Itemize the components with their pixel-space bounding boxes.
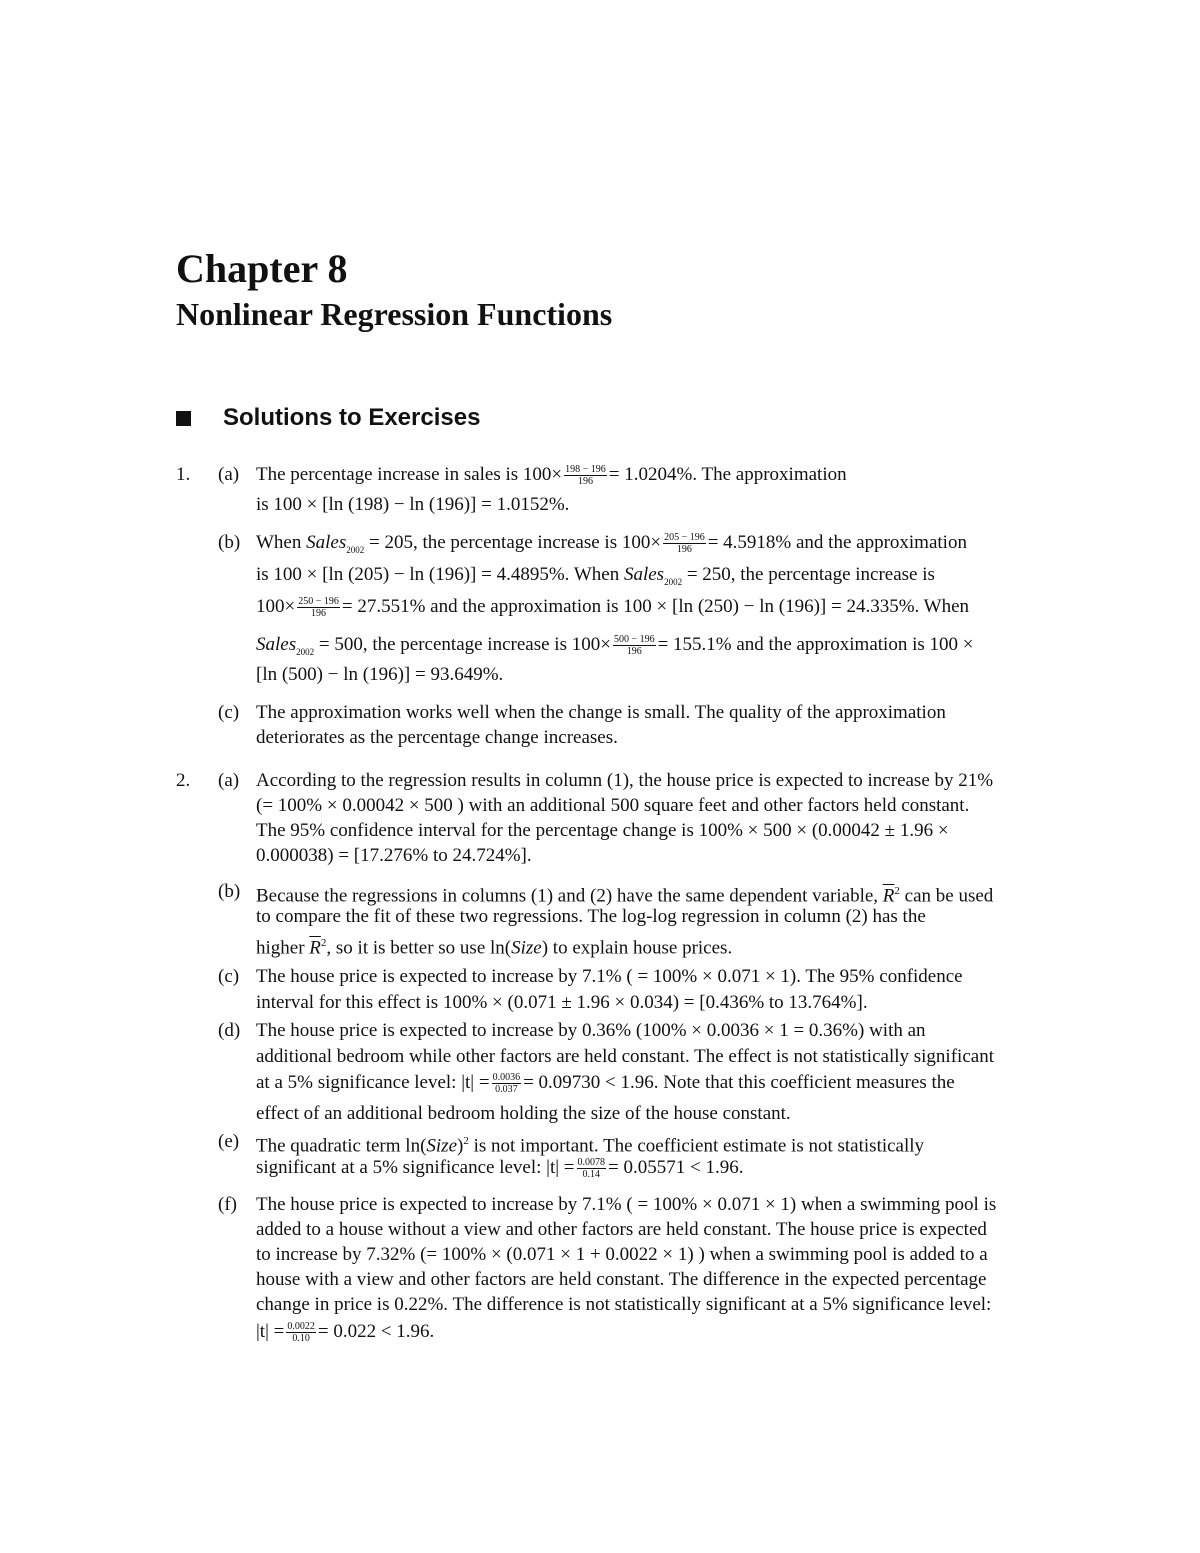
exercise-1b-line-2: is 100 × [ln (205) − ln (196)] = 4.4895%. When Sales$_{2002}$ = 250, the percentage increase is xyxy=(256,564,935,587)
section-heading xyxy=(176,402,480,434)
fraction: $\frac{500 - 196}{196}$ xyxy=(613,634,655,658)
exercise-2a-line-3: The 95% confidence interval for the percentage change is 100% × 500 × (0.00042 ± 1.96 × xyxy=(256,820,949,841)
exercise-2a-line-2: (= 100% × 0.00042 × 500 ) with an additional 500 square feet and other factors held constant. xyxy=(256,795,970,816)
exercise-2c-line-2: interval for this effect is 100% × (0.071 ± 1.96 × 0.034) = [0.436% to 13.764%]. xyxy=(256,992,868,1013)
exercise-1b-line-1: When Sales$_{2002}$ = 205, the percentage increase is 100× $\frac{205 - 196}{196}$ = 4.5918% and the approximation xyxy=(256,532,967,556)
part-label: (b) xyxy=(218,881,241,902)
exercise-number: 2. xyxy=(176,770,191,791)
exercise-number: 1. xyxy=(176,464,191,485)
exercise-2b-line-3: higher $\overline{R}^2$, so it is better so use ln(Size) to explain house prices. xyxy=(256,937,733,959)
section-heading-text: Solutions to Exercises xyxy=(223,404,481,431)
chapter-title: Chapter 8 xyxy=(176,246,348,291)
exercise-2e-line-2: significant at a 5% significance level: |t| = $\frac{0.0078}{0.14}$ = 0.05571 < 1.96. xyxy=(256,1157,744,1181)
fraction: $\frac{198 - 196}{196}$ xyxy=(565,464,606,488)
fraction: $\frac{0.0022}{0.10}$ xyxy=(287,1321,315,1345)
part-label: (b) xyxy=(218,532,241,553)
part-label: (c) xyxy=(218,966,240,987)
exercise-1b-line-5: [ln (500) − ln (196)] = 93.649%. xyxy=(256,664,504,685)
part-label: (d) xyxy=(218,1020,241,1041)
exercise-2f-line-1: The house price is expected to increase by 7.1% ( = 100% × 0.071 × 1) when a swimming pool is xyxy=(256,1194,997,1215)
square-bullet-icon xyxy=(176,411,191,426)
exercise-2d-line-3: at a 5% significance level: |t| = $\frac{0.0036}{0.037}$ = 0.09730 < 1.96. Note that this coefficient measures the xyxy=(256,1072,955,1096)
exercise-2f-line-3: to increase by 7.32% (= 100% × (0.071 × 1 + 0.0022 × 1) ) when a swimming pool is added to a xyxy=(256,1244,988,1265)
exercise-2c-line-1: The house price is expected to increase by 7.1% ( = 100% × 0.071 × 1). The 95% confidence xyxy=(256,966,963,987)
fraction: $\frac{205 - 196}{196}$ xyxy=(664,532,705,556)
fraction: $\frac{0.0078}{0.14}$ xyxy=(577,1157,606,1181)
part-label: (e) xyxy=(218,1131,240,1152)
exercise-2a-line-4: 0.000038) = [17.276% to 24.724%]. xyxy=(256,845,532,866)
exercise-1a-line-2: is 100 × [ln (198) − ln (196)] = 1.0152%. xyxy=(256,494,570,515)
exercise-2d-line-1: The house price is expected to increase by 0.36% (100% × 0.0036 × 1 = 0.36%) with an xyxy=(256,1020,926,1041)
fraction: $\frac{250 - 196}{196}$ xyxy=(298,596,339,620)
exercise-1c-line-2: deteriorates as the percentage change increases. xyxy=(256,727,618,748)
part-label: (c) xyxy=(218,702,240,723)
exercise-2d-line-2: additional bedroom while other factors are held constant. The effect is not statistically significant xyxy=(256,1046,994,1067)
fraction: $\frac{0.0036}{0.037}$ xyxy=(492,1072,521,1096)
exercise-2f-line-6: |t| = $\frac{0.0022}{0.10}$ = 0.022 < 1.96. xyxy=(256,1321,435,1345)
exercise-2a-line-1: According to the regression results in column (1), the house price is expected to increase by 21% xyxy=(256,770,994,791)
part-label: (a) xyxy=(218,464,240,485)
exercise-2d-line-4: effect of an additional bedroom holding the size of the house constant. xyxy=(256,1103,791,1124)
exercise-2b-line-1: Because the regressions in columns (1) and (2) have the same dependent variable, $\overline{R}^2$ can be used xyxy=(256,885,994,907)
part-label: (a) xyxy=(218,770,240,791)
exercise-2f-line-4: house with a view and other factors are held constant. The difference in the expected percentage xyxy=(256,1269,987,1290)
chapter-subtitle: Nonlinear Regression Functions xyxy=(176,296,613,332)
exercise-1b-line-4: Sales$_{2002}$ = 500, the percentage increase is 100× $\frac{500 - 196}{196}$ = 155.1% and the approximation is 100 × xyxy=(256,634,974,658)
exercise-2b-line-2: to compare the fit of these two regressions. The log-log regression in column (2) has the xyxy=(256,906,926,927)
part-label: (f) xyxy=(218,1194,237,1215)
exercise-2f-line-5: change in price is 0.22%. The difference is not statistically significant at a 5% significance level: xyxy=(256,1294,992,1315)
exercise-2e-line-1: The quadratic term ln(Size)$^2$ is not important. The coefficient estimate is not statistically xyxy=(256,1135,925,1157)
exercise-1a-line-1: The percentage increase in sales is 100× $\frac{198 - 196}{196}$ = 1.0204%. The approximation xyxy=(256,464,847,488)
exercise-1c-line-1: The approximation works well when the change is small. The quality of the approximation xyxy=(256,702,946,723)
exercise-2f-line-2: added to a house without a view and other factors are held constant. The house price is expected xyxy=(256,1219,987,1240)
exercise-1b-line-3: 100× $\frac{250 - 196}{196}$ = 27.551% and the approximation is 100 × [ln (250) − ln (196)] = 24.335%. When xyxy=(256,596,970,620)
